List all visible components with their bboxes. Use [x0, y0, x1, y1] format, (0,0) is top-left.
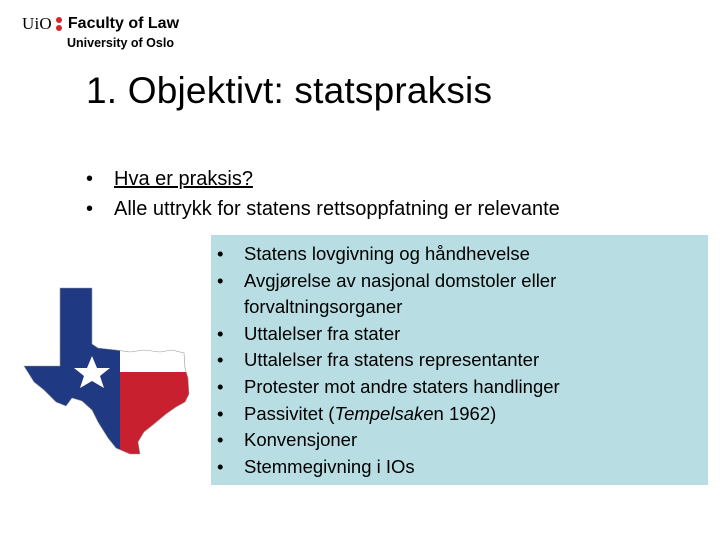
bullet-item [86, 164, 560, 194]
logo-faculty-text: Faculty of Law [67, 15, 180, 32]
bullet-link-text[interactable]: Hva er praksis? [114, 168, 253, 190]
bullet-item: • Alle uttrykk for statens rettsoppfatning er relevante [86, 194, 560, 224]
logo-separator-dots [56, 16, 63, 32]
main-bullet-list [86, 164, 560, 224]
subbullet-item [217, 268, 708, 321]
subbullet-item [217, 401, 708, 428]
logo-university-text: University of Oslo [67, 36, 174, 50]
subbullet-item: • Protester mot andre staters handlinger [217, 374, 708, 401]
subbullet-list [211, 235, 708, 480]
subbullet-suffix: n 1962) [433, 402, 497, 424]
subbullet-item: • Statens lovgivning og håndhevelse [217, 241, 708, 268]
subbullet-item: • Uttalelser fra statens representanter [217, 347, 708, 374]
subbullet-item: • Stemmegivning i IOs [217, 454, 708, 481]
uio-logo [22, 14, 179, 50]
subbullet-item: • Uttalelser fra stater [217, 321, 708, 348]
subbullet-line: Avgjørelse av nasjonal domstoler eller [244, 269, 557, 291]
texas-flag-map-icon [20, 286, 192, 458]
subbullet-item: • Konvensjoner [217, 427, 708, 454]
subbullet-line: forvaltningsorganer [244, 296, 403, 318]
slide-title: 1. Objektivt: statspraksis [86, 70, 493, 111]
logo-uio-text: UiO [22, 14, 52, 33]
subbullet-box [211, 235, 708, 485]
subbullet-prefix: Passivitet ( [244, 402, 335, 424]
subbullet-italic: Tempelsake [334, 402, 434, 424]
